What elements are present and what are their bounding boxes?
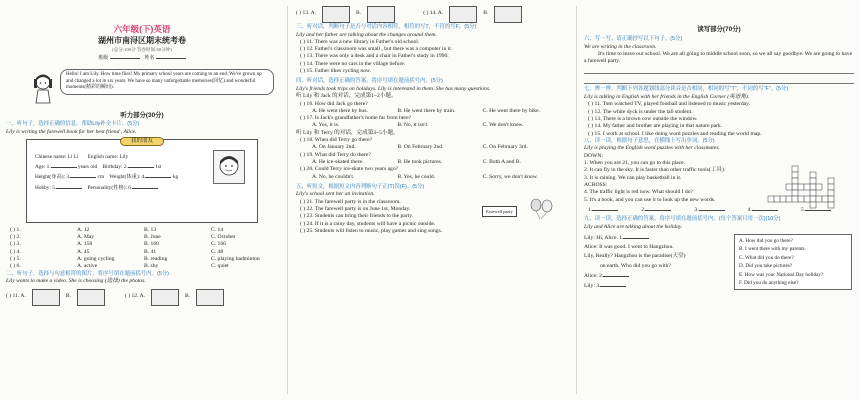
section-3-line: ( ) 15. Father likes cycling now. [300, 68, 372, 75]
grade-title: 六年级(下)英语 [113, 24, 171, 34]
photo-option-icon[interactable] [449, 6, 477, 23]
answer-options-box: A. How did you go there? B. I went there with my parents. C. What did you do there? D. Did you take pictures? E. How was your National Day holiday? F. Did you do anything else? [734, 234, 852, 290]
section-3-line: ( ) 12. Father's classroom was small , but there was a computer in it. [300, 46, 453, 53]
section-6-heading: 六、写一写。请正确抄写以下句子。(5分) [584, 36, 683, 42]
section-9-context: Lily and Alice are talking about the holiday. [584, 223, 683, 230]
section-5: 五、听短文，根据短文内容判断句子正(T)误(F)。(5分) Lily's school sent her an invitation. Farewell party ( ) 21. The farewell party is in the classroom. ( ) 22. The farewell party is on June 1st, Monday. ( ) 23. Students can bring their friends to the party. ( ) 24. If it is a rainy day, students will have a picnic outside. ( ) 25. Students will listen to music, play games and sing songs. [296, 184, 568, 235]
section-2-pictures: ( ) 11. A. B. ( ) 12. A. B. [6, 289, 278, 306]
section-7-context: Lily is talking in English with her friends in the English Corner (英语角). [584, 94, 750, 101]
writing-line[interactable] [584, 76, 854, 84]
exam-title: 湖州市南浔区期末统考卷 [98, 36, 186, 45]
writing-title: 读写部分(70分) [697, 26, 741, 33]
section-2-context: Lily wants to make a video. She is choosing (选择) the photos. [6, 278, 146, 285]
card-fields: Chinese name: Li Li English name: Lily Age: 1. years old Birthday: 2. 1st Height(身高): 3. cm Weight(体重): 4. kg Hobby: 5. Personality(性格): 6. [35, 153, 179, 191]
section-1-context: Lily is writing the farewell book for her best friend , Alice. [6, 128, 137, 135]
page-column-right: 读写部分(70分) 六、写一写。请正确抄写以下句子。(5分) We are writing in the classroom. It's time to leave our school. We are all going to middle school soon, so we all say goodbye. We are going to have a farewell party. 七、辨一辨。判断下列各题划线部分读音是否相同，相同的写"T"，不同的写"F"。(5分) Lily is talking in English with her friends in the English Corner (英语角). ( ) 11. Tom watched TV, played football and listened to music yesterday. ( ) 12. The white dyck is under the tall student. ( ) 13. There is a brown cow outside the window. ( ) 14. My father and brother are playing in that nature park. ( ) 15. I work at school. I like doing word puzzles and reading the world map. 八、读一读，根据句子意思，在横线上写出单词。(5分) Lily is playing the English word puzzles with her classmates. DOWN: 1. When you are 21, you can go to this place. 2. It can fly in the sky. It is faster than other traffic tools(工具). 3. It is raining. We can play basketball in it. ACROSS: 4. The traffic light is red now. What should I do? 5. It's a book, and you can use it to look up the new words. 1. 2. 3. 4. 5. 九、读一读，选择正确的答案，将序号填在题前括号内。(每个答案只用一次)(10分) Lily and Alice are talking about the holiday. Lily: Hi, Alice. 1. Alice: It was good. I went to Hangzhou. Lily, Really? Hangzhou is the paradise(天堂) on earth. Who did you go with? Alice: 2. Lily: 3. A. How did you go there? B. I went there with my parents. C. What did you do there? D. Did you take pictures? E. How was your National Day holiday? F. Did you do anything else? [584, 4, 854, 396]
section-3-context: Lily and her father are talking about the changes around them. [296, 31, 437, 38]
section-4-hint: 听 Lily 和 Terry 的对话，完成第3~5小题。 [296, 129, 399, 136]
friend-photo-icon [213, 150, 245, 184]
dialog-lines: Lily: Hi, Alice. 1. Alice: It was good. I went to Hangzhou. Lily, Really? Hangzhou is the paradise(天堂) on earth. Who did you go with? Alice: 2. Lily: 3. [584, 235, 686, 290]
crossword-answer-row: 1. 2. 3. 4. 5. [584, 205, 854, 214]
exam-meta: (总分:100分 答卷时间:60分钟) [112, 47, 172, 52]
student-info: 班级 姓名 [6, 53, 278, 63]
section-9-heading: 九、读一读，选择正确的答案，将序号填在题前括号内。(每个答案只用一次)(10分) [584, 216, 781, 223]
writing-line[interactable] [584, 66, 854, 74]
section-2-pictures-continued: ( ) 13. A. B. ( ) 14. A. B. [296, 4, 568, 24]
section-5-heading: 五、听短文，根据短文内容判断句子正(T)误(F)。(5分) [296, 183, 425, 190]
section-2-heading: 二、听句子，选择与句意相符的图片，将序号填在题前括号内。(5分) [6, 270, 169, 277]
section-3-heading: 三、听对话，判断句子是否与对话内容相符，相符的写T，不符的写F。(5分) [296, 24, 477, 30]
section-4-heading: 四、听对话，选择正确的答案，将序号填在题前括号内。(5分) [296, 78, 443, 85]
section-5-context: Lily's school sent her an invitation. [296, 191, 375, 198]
girl-cartoon-icon [32, 73, 54, 105]
photo-option-icon[interactable] [151, 289, 179, 306]
photo-option-icon[interactable] [32, 289, 60, 306]
intro-block [6, 69, 278, 107]
photo-option-icon[interactable] [77, 289, 105, 306]
section-4-context: Lily's friends took trips on holidays. Lily is interested in them. She has many questions. [296, 85, 491, 92]
photo-option-icon[interactable] [367, 6, 395, 23]
class-blank[interactable] [110, 53, 140, 59]
section-7-heading: 七、辨一辨。判断下列各题划线部分读音是否相同，相同的写"T"，不同的写"F"。(5分) [584, 86, 789, 93]
section-8: 八、读一读，根据句子意思，在横线上写出单词。(5分) Lily is playing the English word puzzles with her classmates. DOWN: 1. When you are 21, you can go to this place. 2. It can fly in the sky. It is faster than other traffic tools(工具). 3. It is raining. We can play basketball in it. ACROSS: 4. The traffic light is red now. What should I do? 5. It's a book, and you can use it to look up the new words. 1. 2. 3. 4. 5. [584, 138, 854, 214]
section-4-hint: 听 Lily 和 Jack 的对话，完成第1~2小题。 [296, 93, 397, 100]
friend-card [26, 139, 258, 223]
dialog-block [584, 233, 854, 301]
section-8-heading: 八、读一读，根据句子意思，在横线上写出单词。(5分) [584, 137, 715, 144]
intro-speech-bubble: Hello! I am Lily. How time flies! My primary school years are coming to an end. We've grown up and changed a lot in six years. We have so many unforgettable memories(回忆) and wonderful moments(精彩的瞬间). [60, 69, 274, 95]
page-column-middle: ( ) 13. A. B. ( ) 14. A. B. 三、听对话，判断句子是否与对话内容相符，相符的写T，不符的写F。(5分) Lily and her father are talking about the changes around them. ( ) 11. There was a new library in Father's old school. ( ) 12. Father's classroom was small , but there was a computer in it. ( ) 13. There was only a desk and a chair in Father's study in 1990. ( ) 14. There were no cars in the village before. ( ) 15. Father likes cycling now. 四、听对话，选择正确的答案，将序号填在题前括号内。(5分) Lily's friends took trips on holidays. Lily is interested in them. She has many questions. 听 Lily 和 Jack 的对话，完成第1~2小题。 ( ) 16. How did Jack go there? A. He went there by bus. B. He went there by train. C. He went there by bike. ( ) 17. Is Jack's grandfather's home far from here? A. Yes, it is. B. No, it isn't. C. We don't know. 听 Lily 和 Terry 的对话，完成第3~5小题。 ( ) 18. When did Terry go there? A. On January 2nd. B. On February 2nd. C. On February 3rd. ( ) 19. What did Terry do there? A. He ice-skated there. B. He took pictures. C. Both A and B. ( ) 20. Could Terry ice-skate two years ago? A. No, he couldn't. B. Yes, he could. C. Sorry, we don't know. 五、听短文，根据短文内容判断句子正(T)误(F)。(5分) Lily's school sent her an invitation. Farewell party ( ) 21. The farewell party is in the classroom. ( ) 22. The farewell party is on June 1st, Monday. ( ) 23. Students can bring their friends to the party. ( ) 24. If it is a rainy day, students will have a picnic outside. ( ) 25. Students will listen to music, play games and sing songs. [296, 4, 568, 396]
section-3-line: ( ) 14. There were no cars in the village before. [300, 60, 406, 67]
farewell-party-tag: Farewell party [482, 206, 517, 217]
section-1-heading: 一、听句子，选择正确的信息，帮助Lily补全卡片。(5分) [6, 121, 140, 127]
page-column-left [6, 4, 278, 396]
card-title: 我的朋友 [120, 137, 164, 146]
crossword-grid[interactable] [762, 164, 850, 210]
section-3-line: ( ) 13. There was only a desk and a chair in Father's study in 1990. [300, 53, 449, 60]
photo-option-icon[interactable] [494, 6, 522, 23]
listening-title: 听力部分(30分) [120, 112, 164, 119]
section-6-context: We are writing in the classroom. [584, 43, 657, 50]
photo-option-icon[interactable] [322, 6, 350, 23]
name-blank[interactable] [156, 53, 186, 59]
photo-option-icon[interactable] [196, 289, 224, 306]
section-3-line: ( ) 11. There was a new library in Father's old school. [300, 38, 420, 45]
section-8-context: Lily is playing the English word puzzles with her classmates. [584, 145, 720, 152]
section-1-options: ( ) 1. A. 12 B. 13 C. 14 ( ) 2. A. May B. June C. October ( ) 3. A. 158 B. 160 C. 166 ( ) 4. A. 45 B. 41 C. 48 ( ) 5. A. going cycling B. reading C. playing badminton ( ) 6. A. active B. shy C. quiet [10, 226, 260, 270]
section-6-passage: It's time to leave our school. We are all going to middle school soon, so we all say goodbye. We are going to have a farewell party. [584, 50, 853, 65]
column-divider [576, 6, 577, 394]
balloons-icon [528, 198, 558, 220]
column-divider [287, 6, 288, 394]
